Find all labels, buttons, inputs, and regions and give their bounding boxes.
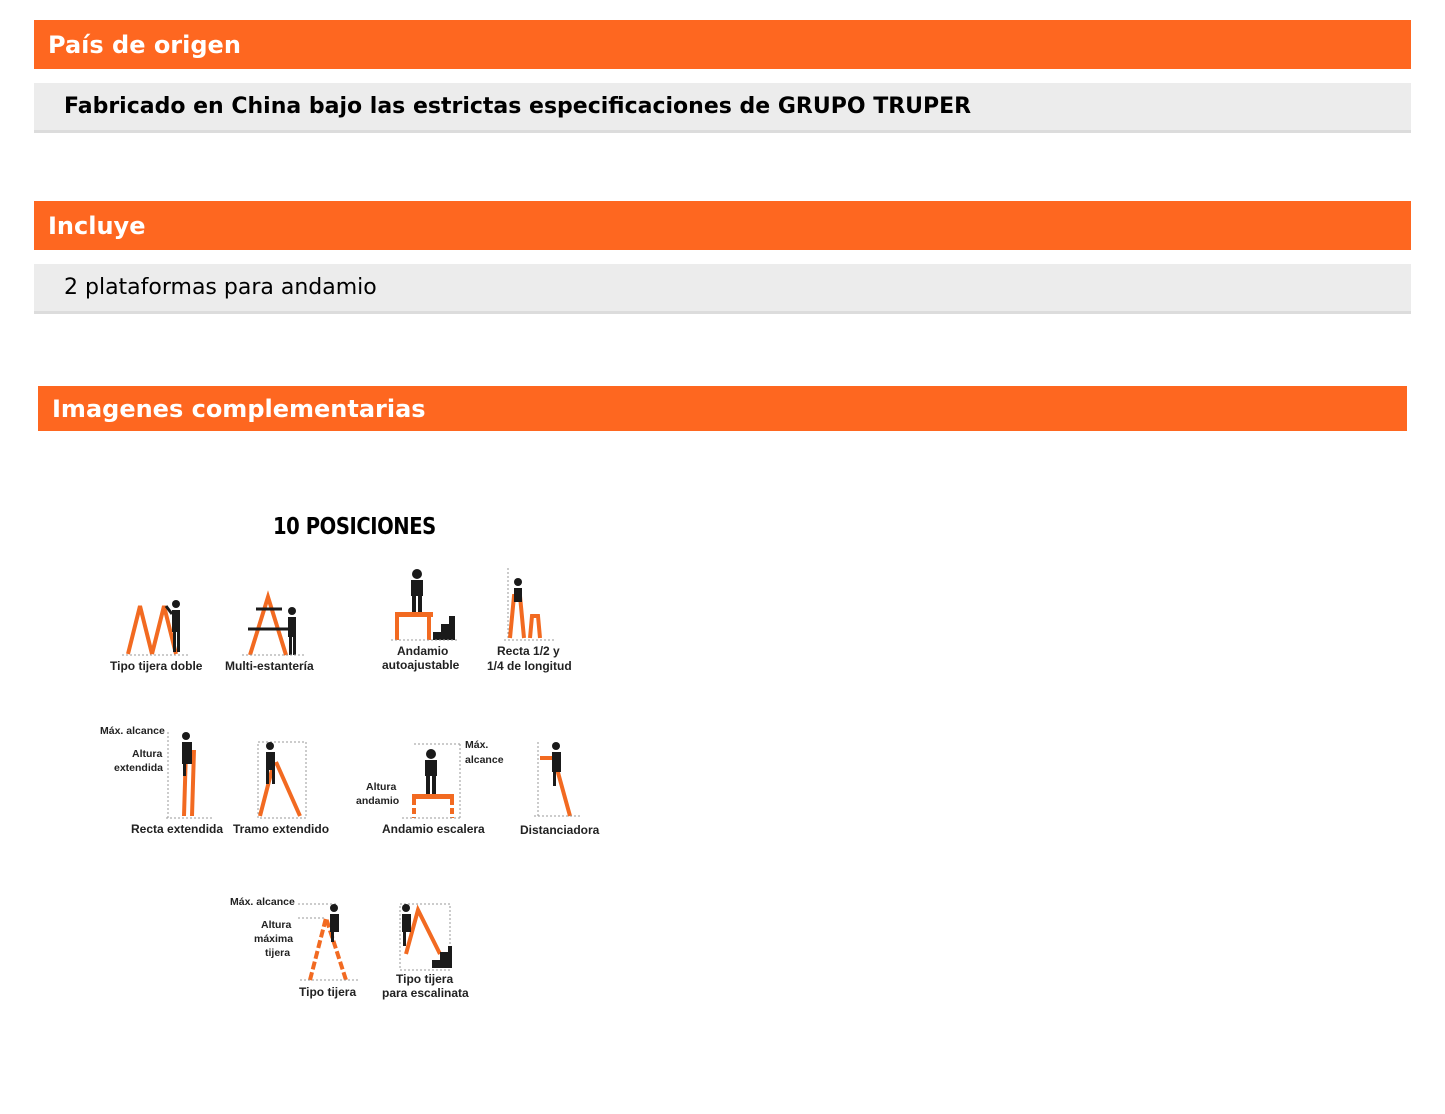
position-label-tipo-tijera: Tipo tijera — [299, 985, 357, 999]
annotation-altura-maxima-b: máxima — [254, 933, 294, 945]
position-label-escalinata-a: Tipo tijera — [396, 972, 454, 986]
scaffold-ladder-icon — [400, 742, 464, 820]
ladder-stair-scissor-icon — [396, 902, 456, 972]
section-title-origin: País de origen — [48, 30, 241, 59]
annotation-max-a: Máx. — [465, 739, 489, 751]
position-label-escalinata-b: para escalinata — [382, 986, 469, 1000]
includes-value: 2 plataformas para andamio — [64, 275, 377, 300]
annotation-altura-extendida-a: Altura — [132, 748, 163, 760]
position-label-andamio-escalera: Andamio escalera — [382, 822, 485, 836]
annotation-max-alcance-1: Máx. alcance — [100, 725, 165, 737]
annotation-altura-extendida-b: extendida — [114, 762, 164, 774]
position-label-recta-extendida: Recta extendida — [131, 822, 224, 836]
ladder-multi-shelf-icon — [240, 593, 310, 658]
annotation-altura-maxima-a: Altura — [261, 919, 292, 931]
scaffold-self-adjusting-icon — [385, 566, 460, 642]
origin-value-row — [34, 83, 1411, 133]
position-label-tipo-tijera-doble: Tipo tijera doble — [110, 659, 203, 673]
position-label-tramo-extendido: Tramo extendido — [233, 822, 330, 836]
annotation-max-b: alcance — [465, 754, 504, 766]
includes-value-row — [34, 264, 1411, 314]
origin-value: Fabricado en China bajo las estrictas especificaciones de GRUPO TRUPER — [64, 94, 972, 119]
position-label-multi-estanteria: Multi-estantería — [225, 659, 314, 673]
position-label-andamio-b: autoajustable — [382, 658, 460, 672]
ladder-single-scissor-icon — [296, 900, 360, 984]
section-header-includes — [34, 201, 1411, 250]
annotation-altura-andamio-a: Altura — [366, 781, 397, 793]
position-label-recta-a: Recta 1/2 y — [497, 644, 560, 658]
position-label-distanciadora: Distanciadora — [520, 823, 600, 837]
ladder-section-extended-icon — [250, 740, 312, 820]
ladder-straight-extended-icon — [164, 728, 214, 820]
annotation-max-alcance-2: Máx. alcance — [230, 896, 295, 908]
section-title-includes: Incluye — [48, 211, 146, 240]
ladder-straight-half-quarter-icon — [500, 566, 560, 642]
section-header-origin — [34, 20, 1411, 69]
ladder-standoff-icon — [532, 740, 582, 820]
annotation-altura-maxima-c: tijera — [265, 947, 291, 959]
position-label-recta-b: 1/4 de longitud — [487, 659, 572, 673]
section-title-images: Imagenes complementarias — [52, 394, 426, 423]
position-label-andamio-a: Andamio — [397, 644, 449, 658]
section-header-images — [38, 386, 1407, 431]
figure-title: 10 POSICIONES — [273, 514, 436, 540]
annotation-altura-andamio-b: andamio — [356, 795, 400, 807]
ladder-double-scissor-icon — [122, 598, 192, 658]
